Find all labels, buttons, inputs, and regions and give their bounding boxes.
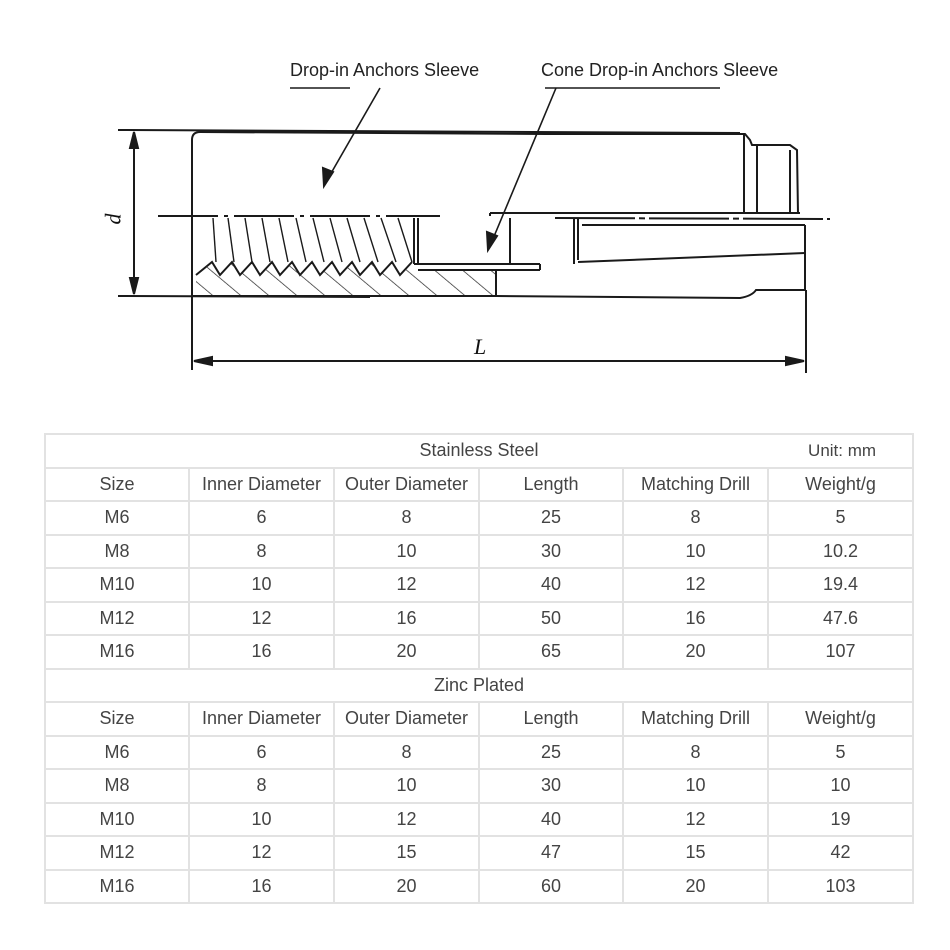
table-row	[45, 602, 913, 636]
zinc-title-row	[45, 669, 913, 703]
table-cell: 30	[479, 769, 623, 803]
dimension-l-label: L	[474, 334, 487, 359]
table-cell: 10	[189, 568, 334, 602]
table-cell: M16	[45, 635, 189, 669]
table-cell: 65	[479, 635, 623, 669]
table-cell: 6	[189, 501, 334, 535]
table-cell: 10	[623, 535, 768, 569]
table-row	[45, 568, 913, 602]
table-cell: M12	[45, 602, 189, 636]
table-cell: 16	[334, 602, 479, 636]
table-row	[45, 870, 913, 904]
table-cell: 8	[189, 535, 334, 569]
table-cell: 8	[623, 736, 768, 770]
column-header: Size	[45, 468, 189, 502]
table-cell: M12	[45, 836, 189, 870]
table-cell: M6	[45, 736, 189, 770]
column-header: Weight/g	[768, 468, 913, 502]
table-row	[45, 736, 913, 770]
table-cell: 20	[334, 870, 479, 904]
column-header: Inner Diameter	[189, 468, 334, 502]
table-cell: 12	[189, 602, 334, 636]
table-cell: 19	[768, 803, 913, 837]
table-cell: 30	[479, 535, 623, 569]
table-cell: 10	[768, 769, 913, 803]
table-cell: M10	[45, 803, 189, 837]
table-cell: 40	[479, 803, 623, 837]
table-cell: 16	[189, 635, 334, 669]
zinc-header-row	[45, 702, 913, 736]
table-cell: M16	[45, 870, 189, 904]
table-cell: 5	[768, 501, 913, 535]
stainless-title-row	[45, 434, 913, 468]
column-header: Outer Diameter	[334, 468, 479, 502]
table-cell: 19.4	[768, 568, 913, 602]
table-cell: 12	[623, 568, 768, 602]
table-cell: M8	[45, 769, 189, 803]
column-header: Matching Drill	[623, 468, 768, 502]
table-cell: 10.2	[768, 535, 913, 569]
table-cell: M10	[45, 568, 189, 602]
table-cell: 20	[623, 870, 768, 904]
callout-cone-label: Cone Drop-in Anchors Sleeve	[541, 60, 779, 80]
table-cell: 60	[479, 870, 623, 904]
stainless-header-row	[45, 468, 913, 502]
table-cell: 10	[189, 803, 334, 837]
table-cell: 47	[479, 836, 623, 870]
table-cell: 15	[623, 836, 768, 870]
table-cell: 12	[334, 803, 479, 837]
table-cell: 20	[334, 635, 479, 669]
table-row	[45, 769, 913, 803]
zinc-title: Zinc Plated	[45, 669, 913, 703]
callout-sleeve-label: Drop-in Anchors Sleeve	[290, 60, 480, 80]
table-cell: 16	[623, 602, 768, 636]
table-cell: 20	[623, 635, 768, 669]
table-cell: 25	[479, 501, 623, 535]
table-cell: 10	[623, 769, 768, 803]
table-cell: 5	[768, 736, 913, 770]
table-cell: 12	[623, 803, 768, 837]
table-cell: 10	[334, 769, 479, 803]
column-header: Length	[479, 702, 623, 736]
table-cell: 42	[768, 836, 913, 870]
table-cell: 8	[334, 501, 479, 535]
table-cell: 50	[479, 602, 623, 636]
table-cell: 12	[334, 568, 479, 602]
table-cell: M6	[45, 501, 189, 535]
table-row	[45, 836, 913, 870]
table-cell: 47.6	[768, 602, 913, 636]
table-cell: 10	[334, 535, 479, 569]
unit-label: Unit: mm	[808, 440, 877, 460]
table-cell: 8	[334, 736, 479, 770]
table-cell: 107	[768, 635, 913, 669]
table-cell: 6	[189, 736, 334, 770]
column-header: Weight/g	[768, 702, 913, 736]
table-row	[45, 535, 913, 569]
dimension-d-label: d	[100, 213, 126, 225]
table-cell: 12	[189, 836, 334, 870]
column-header: Matching Drill	[623, 702, 768, 736]
table-cell: 40	[479, 568, 623, 602]
table-row	[45, 501, 913, 535]
table-row	[45, 803, 913, 837]
column-header: Size	[45, 702, 189, 736]
table-cell: M8	[45, 535, 189, 569]
table-cell: 16	[189, 870, 334, 904]
table-cell: 103	[768, 870, 913, 904]
column-header: Length	[479, 468, 623, 502]
table-cell: 25	[479, 736, 623, 770]
anchor-cross-section-diagram	[0, 0, 950, 400]
table-cell: 8	[189, 769, 334, 803]
stainless-title-cell	[45, 434, 913, 468]
table-row	[45, 635, 913, 669]
specification-table	[44, 433, 914, 904]
table-cell: 15	[334, 836, 479, 870]
column-header: Inner Diameter	[189, 702, 334, 736]
table-cell: 8	[623, 501, 768, 535]
column-header: Outer Diameter	[334, 702, 479, 736]
stainless-title: Stainless Steel	[419, 440, 539, 461]
